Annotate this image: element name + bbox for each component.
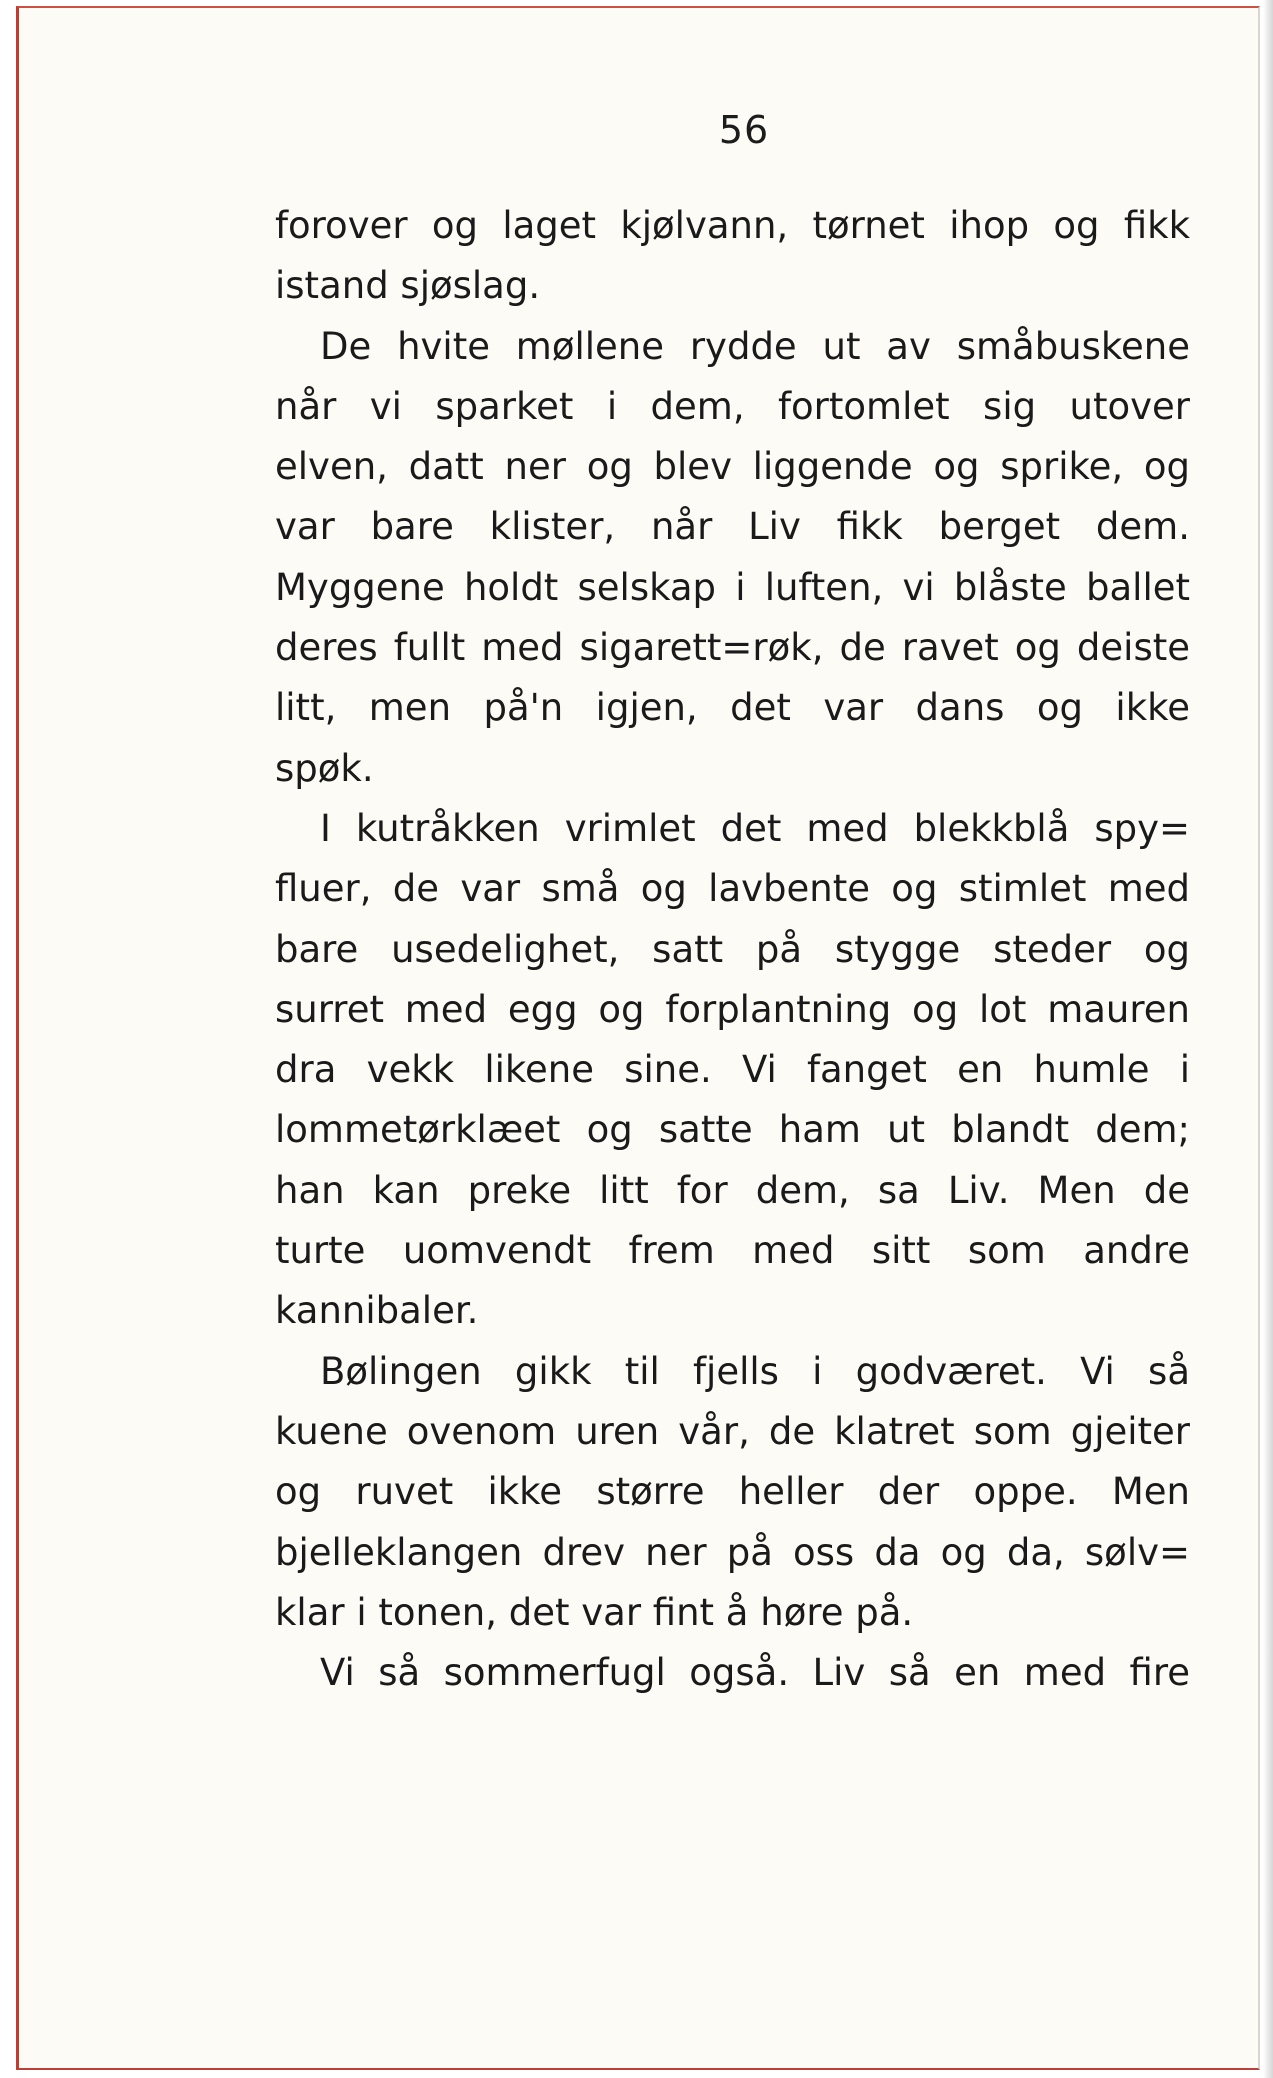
text-line: fluer, de var små og lavbente og stimlet med (275, 867, 1190, 911)
text-line: Vi så sommerfugl også. Liv så en med fire (320, 1651, 1190, 1695)
text-line: De hvite møllene rydde ut av småbuskene (320, 324, 1190, 368)
body-text (275, 196, 1190, 1703)
text-line: når vi sparket i dem, fortomlet sig utover (275, 384, 1190, 428)
text-line: istand sjøslag. (275, 264, 541, 308)
page-edge-shadow (1263, 0, 1273, 2078)
text-line: bjelleklangen drev ner på oss da og da, sølv= (275, 1530, 1190, 1574)
text-line: lommetørklæet og satte ham ut blandt dem; (275, 1108, 1190, 1152)
text-line: han kan preke litt for dem, sa Liv. Men de (275, 1168, 1190, 1212)
text-line: bare usedelighet, satt på stygge steder og (275, 927, 1190, 971)
text-line: turte uomvendt frem med sitt som andre (275, 1229, 1190, 1273)
text-line: og ruvet ikke større heller der oppe. Men (275, 1470, 1190, 1514)
text-line: Myggene holdt selskap i luften, vi blåste ballet (275, 565, 1190, 609)
text-line: I kutråkken vrimlet det med blekkblå spy= (320, 806, 1190, 850)
page-number: 56 (718, 108, 770, 152)
text-line: kuene ovenom uren vår, de klatret som gjeiter (275, 1409, 1190, 1453)
text-line: var bare klister, når Liv fikk berget dem. (275, 505, 1190, 549)
text-line: klar i tonen, det var fint å høre på. (275, 1590, 914, 1634)
text-line: spøk. (275, 746, 374, 790)
text-line: surret med egg og forplantning og lot mauren (275, 987, 1190, 1031)
text-line: litt, men på'n igjen, det var dans og ikke (275, 686, 1190, 730)
text-line: dra vekk likene sine. Vi fanget en humle i (275, 1048, 1190, 1092)
text-line: forover og laget kjølvann, tørnet ihop og fikk (275, 204, 1190, 247)
text-line: kannibaler. (275, 1289, 479, 1333)
text-line: deres fullt med sigarett=røk, de ravet og deiste (275, 626, 1190, 670)
text-line: elven, datt ner og blev liggende og sprike, og (275, 445, 1190, 489)
text-line: Bølingen gikk til fjells i godværet. Vi så (320, 1349, 1190, 1393)
